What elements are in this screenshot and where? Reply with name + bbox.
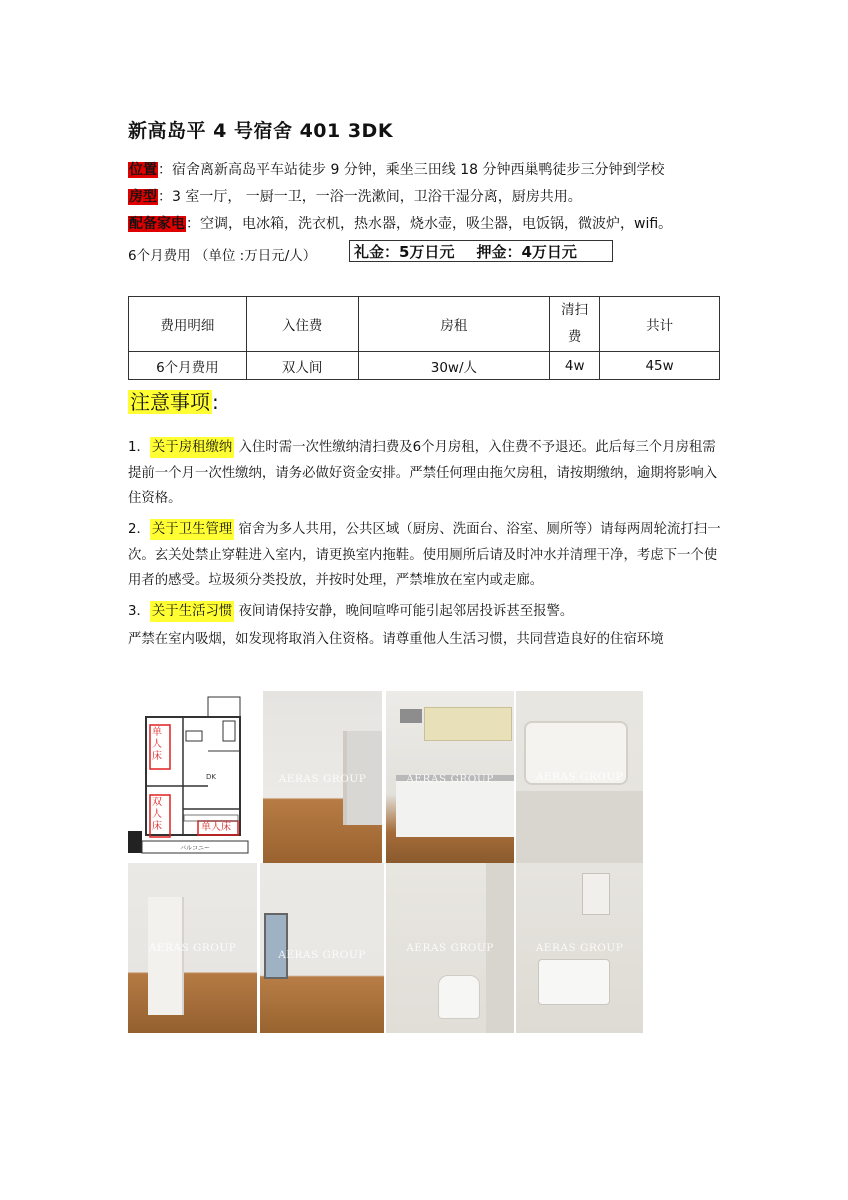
table-header <box>550 297 600 352</box>
table-cell: 4w <box>550 352 600 380</box>
table-cell: 30w/人 <box>358 352 550 380</box>
fee-table <box>128 296 720 380</box>
double-bed-label: 双人床 <box>152 797 162 832</box>
appliances-label: 配备家电 <box>129 216 185 232</box>
floor-plan <box>128 691 260 863</box>
note-label: 关于卫生管理 <box>150 519 234 540</box>
washroom-photo <box>516 863 643 1033</box>
watermark: AERAS GROUP <box>406 773 494 785</box>
table-header-row <box>129 297 720 352</box>
note-text: 宿舍为多人共用，公共区域（厨房、洗面台、浴室、厕所等）请每两周轮流打扫一次。玄关处禁止穿鞋进入室内，请更换室内拖鞋。使用厕所后请及时冲水并清理干净，考虑下一个使用者的感受。垃圾须分类投放，并按时处理，严禁堆放在室内或走廊。 <box>128 522 721 588</box>
watermark: AERAS GROUP <box>406 942 494 954</box>
balcony-label: バルコニー <box>180 845 211 852</box>
final-line: 严禁在室内吸烟，如发现将取消入住资格。请尊重他人生活习惯，共同营造良好的住宿环境 <box>128 632 664 647</box>
watermark: AERAS GROUP <box>535 771 624 783</box>
cleaning-header: 清扫费 <box>561 302 589 345</box>
note-text: 夜间请保持安静，晚间喧哗可能引起邻居投诉甚至报警。 <box>234 604 574 619</box>
security-deposit: 押金：4万日元 <box>476 243 577 261</box>
note-2 <box>128 517 722 594</box>
room-type-label: 房型 <box>129 189 157 205</box>
table-header: 费用明细 <box>129 297 247 352</box>
location-line <box>128 160 665 180</box>
note-1 <box>128 435 722 512</box>
room-type-text: ：3 室一厅， 一厨一卫，一浴一洗漱间，卫浴干湿分离，厨房共用。 <box>158 189 582 205</box>
note-number: 3． <box>128 604 150 619</box>
kitchen-photo <box>386 691 514 863</box>
notice-colon: : <box>212 390 219 414</box>
notice-heading <box>128 381 219 424</box>
watermark: AERAS GROUP <box>148 942 237 954</box>
watermark: AERAS GROUP <box>278 773 367 785</box>
note-number: 2． <box>128 522 150 537</box>
single-bed-label: 单人床 <box>201 822 231 833</box>
room-photo <box>260 863 384 1033</box>
watermark: AERAS GROUP <box>535 942 624 954</box>
note-text: 入住时需一次性缴纳清扫费及6个月房租，入住费不予退还。此后每三个月房租需提前一个月一次性缴纳，请务必做好资金安排。严禁任何理由拖欠房租，请按期缴纳，逾期将影响入住资格。 <box>128 440 718 506</box>
room-type-line <box>128 187 582 207</box>
note-3 <box>128 599 722 625</box>
toilet-photo <box>386 863 514 1033</box>
note-number: 1． <box>128 440 150 455</box>
location-label: 位置 <box>129 162 157 178</box>
deposit-box <box>349 240 613 262</box>
fees-unit-line: 6个月费用 （单位 :万日元/人） <box>128 248 317 264</box>
table-cell: 6个月费用 <box>129 352 247 380</box>
single-bed-label: 单人床 <box>152 727 162 762</box>
room-photo <box>128 863 257 1033</box>
table-header: 入住费 <box>246 297 358 352</box>
table-header: 共计 <box>600 297 720 352</box>
floor-plan-drawing <box>128 691 260 863</box>
location-text: ：宿舍离新高岛平车站徒步 9 分钟，乘坐三田线 18 分钟西巢鸭徒步三分钟到学校 <box>158 162 665 178</box>
bath-photo <box>516 691 643 863</box>
table-cell: 45w <box>600 352 720 380</box>
table-cell: 双人间 <box>246 352 358 380</box>
room-photo <box>263 691 382 863</box>
notice-heading-text: 注意事项 <box>130 390 210 414</box>
key-money: 礼金：5万日元 <box>354 243 455 261</box>
table-row <box>129 352 720 380</box>
appliances-text: ：空调，电冰箱，洗衣机，热水器，烧水壶，吸尘器，电饭锅，微波炉，wifi。 <box>186 216 673 232</box>
watermark: AERAS GROUP <box>278 949 366 961</box>
note-label: 关于生活习惯 <box>150 601 234 622</box>
table-header: 房租 <box>358 297 550 352</box>
dk-label: DK <box>206 773 216 781</box>
page-title: 新高岛平 4 号宿舍 401 3DK <box>128 120 394 142</box>
appliances-line <box>128 214 672 234</box>
note-label: 关于房租缴纳 <box>150 437 234 458</box>
